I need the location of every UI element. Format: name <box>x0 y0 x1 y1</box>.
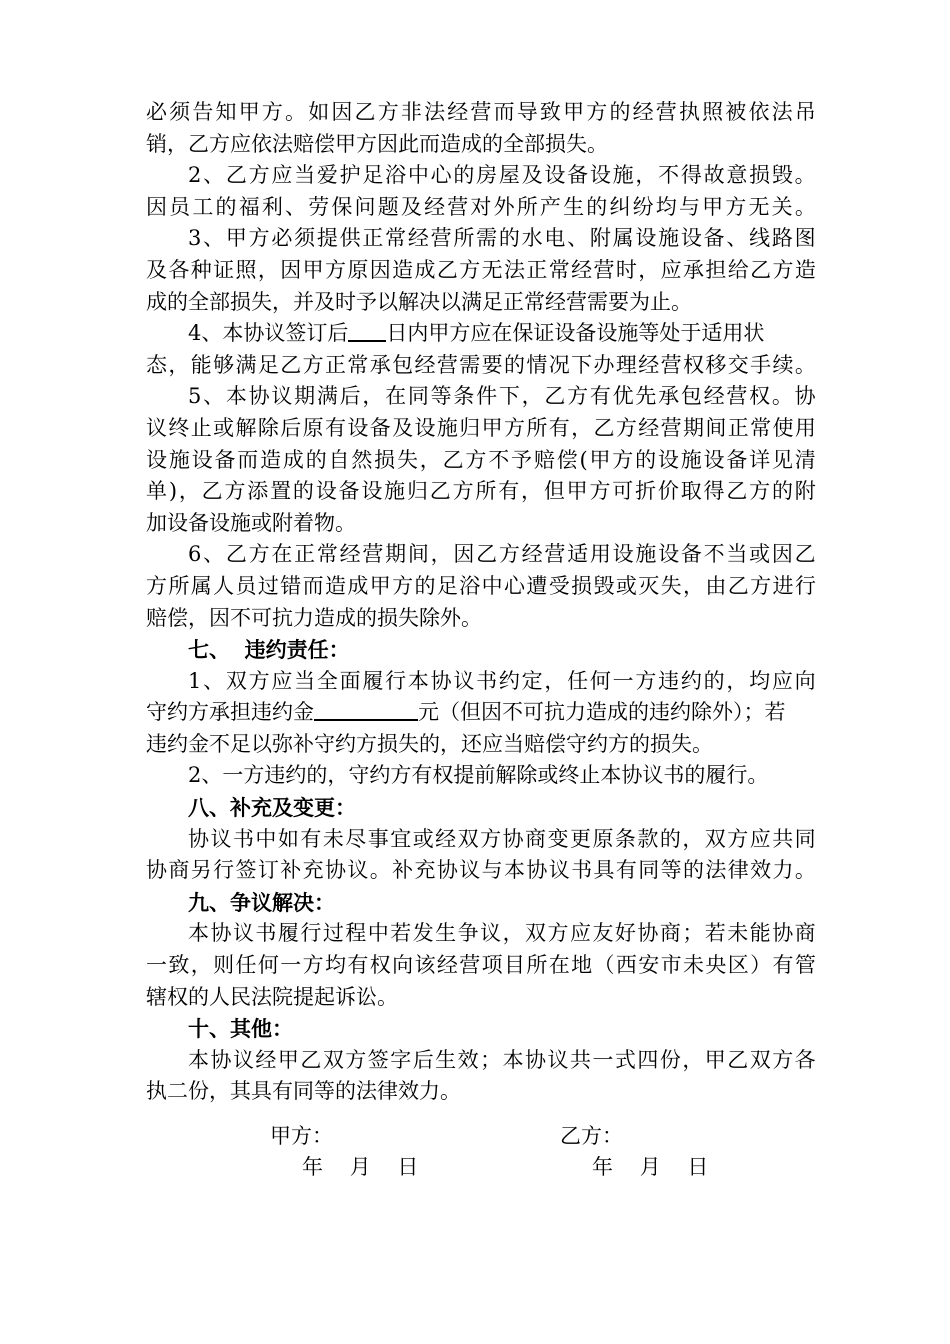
breach-clause-2-line: 2、一方违约的，守约方有权提前解除或终止本协议书的履行。 <box>188 763 769 788</box>
clause-2-line: 2 、 乙 方 应 当 爱 护 足 浴 中 心 的 房 屋 及 设 备 设 施 ， 不 得 故 意 损 毁 。 <box>188 163 816 188</box>
text-line: 方 所 属 人 员 过 错 而 造 成 甲 方 的 足 浴 中 心 遭 受 损 毁 或 灭 失 ， 由 乙 方 进 行 <box>146 573 816 598</box>
text-line: 成的全部损失，并及时予以解决以满足正常经营需要为止。 <box>146 289 692 314</box>
days-blank <box>348 318 386 342</box>
text-line: 单 ) ， 乙 方 添 置 的 设 备 设 施 归 乙 方 所 有 ， 但 甲 方 可 折 价 取 得 乙 方 的 附 <box>146 479 816 504</box>
clause-6-line: 6 、 乙 方 在 正 常 经 营 期 间 ， 因 乙 方 经 营 适 用 设 施 设 备 不 当 或 因 乙 <box>188 542 816 567</box>
breach-clause-1-line: 1 、 双 方 应 当 全 面 履 行 本 协 议 书 约 定 ， 任 何 一 方 违 约 的 ， 均 应 向 <box>188 668 816 693</box>
text-line <box>146 697 816 729</box>
section-heading-other: 十、其他： <box>188 1016 293 1042</box>
text-line: 议 终 止 或 解 除 后 原 有 设 备 及 设 施 归 甲 方 所 有 ， 乙 方 经 营 期 间 正 常 使 用 <box>146 415 816 440</box>
text-line: 协 商 另 行 签 订 补 充 协 议 。 补 充 协 议 与 本 协 议 书 具 有 同 等 的 法 律 效 力 。 <box>146 858 816 883</box>
penalty-amount-blank <box>314 697 418 721</box>
text-line: 违约金不足以弥补守约方损失的，还应当赔偿守约方的损失。 <box>146 731 713 756</box>
text-line: 必 须 告 知 甲 方 。 如 因 乙 方 非 法 经 营 而 导 致 甲 方 的 经 营 执 照 被 依 法 吊 <box>146 100 816 124</box>
clause-4-text-end: 日内甲方应在保证设备设施等处于适用状 <box>386 321 765 346</box>
contract-page <box>146 97 816 1108</box>
section-heading-supplement: 八、补充及变更： <box>188 795 356 821</box>
text-line: 销，乙方应依法赔偿甲方因此而造成的全部损失。 <box>146 131 608 156</box>
text-line: 因 员 工 的 福 利 、 劳 保 问 题 及 经 营 对 外 所 产 生 的 纠 纷 均 与 甲 方 无 关 。 <box>146 194 816 219</box>
text-line: 本 协 议 书 履 行 过 程 中 若 发 生 争 议 ， 双 方 应 友 好 协 商 ； 若 未 能 协 商 <box>188 921 816 946</box>
text-line: 一 致 ， 则 任 何 一 方 均 有 权 向 该 经 营 项 目 所 在 地 （ 西 安 市 未 央 区 ） 有 管 <box>146 953 816 978</box>
section-heading-breach: 七、 违约责任： <box>188 637 350 663</box>
clause-3-line: 3 、 甲 方 必 须 提 供 正 常 经 营 所 需 的 水 电 、 附 属 设 施 设 备 、 线 路 图 <box>188 226 816 251</box>
clause-4-text-start: 4、本协议签订后 <box>188 321 349 346</box>
clause-5-line: 5 、 本 协 议 期 满 后 ， 在 同 等 条 件 下 ， 乙 方 有 优 先 承 包 经 营 权 。 协 <box>188 384 816 409</box>
clause-4-line <box>146 318 816 350</box>
penalty-text-start: 守约方承担违约金 <box>146 700 314 725</box>
text-line: 赔偿，因不可抗力造成的损失除外。 <box>146 605 482 630</box>
text-line: 及 各 种 证 照 ， 因 甲 方 原 因 造 成 乙 方 无 法 正 常 经 营 时 ， 应 承 担 给 乙 方 造 <box>146 257 816 282</box>
text-line: 设 施 设 备 而 造 成 的 自 然 损 失 ， 乙 方 不 予 赔 偿 ( 甲 方 的 设 施 设 备 详 见 清 <box>146 447 816 472</box>
party-b-label: 乙方： <box>560 1124 623 1148</box>
text-line: 执二份，其具有同等的法律效力。 <box>146 1079 461 1104</box>
text-line: 态 ， 能 够 满 足 乙 方 正 常 承 包 经 营 需 要 的 情 况 下 办 理 经 营 权 移 交 手 续 。 <box>146 352 816 377</box>
party-b-date: 年 月 日 <box>592 1155 709 1179</box>
section-heading-dispute: 九、争议解决： <box>188 889 335 915</box>
party-a-date: 年 月 日 <box>302 1155 419 1179</box>
party-a-label: 甲方： <box>270 1124 333 1148</box>
text-line: 辖权的人民法院提起诉讼。 <box>146 984 398 1009</box>
penalty-text-end: 元（但因不可抗力造成的违约除外）；若 <box>418 700 786 725</box>
text-line: 加设备设施或附着物。 <box>146 510 356 535</box>
text-line: 本 协 议 经 甲 乙 双 方 签 字 后 生 效 ； 本 协 议 共 一 式 四 份 ， 甲 乙 双 方 各 <box>188 1047 816 1072</box>
text-line: 协 议 书 中 如 有 未 尽 事 宜 或 经 双 方 协 商 变 更 原 条 款 的 ， 双 方 应 共 同 <box>188 826 816 851</box>
